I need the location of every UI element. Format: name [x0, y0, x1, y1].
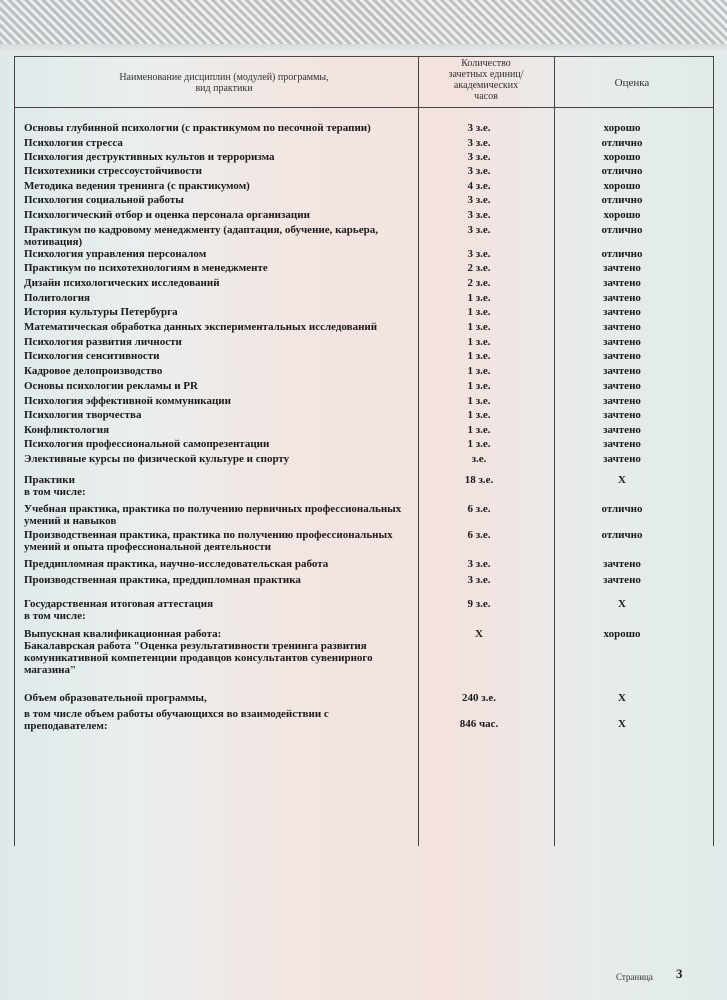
- table-row: [24, 262, 702, 274]
- discipline-name: Конфликтология: [24, 424, 110, 436]
- grade: зачтено: [603, 438, 641, 450]
- table-row: [24, 692, 702, 704]
- grade: хорошо: [603, 180, 641, 192]
- discipline-name: Практикум по кадровому менеджменту (адаптация, обучение, карьера, мотивация): [24, 224, 378, 248]
- page-number: 3: [676, 966, 683, 981]
- grade: отлично: [601, 248, 643, 260]
- credit-units: 846 час.: [459, 718, 499, 730]
- table-row: [24, 708, 702, 732]
- discipline-name: Основы психологии рекламы и PR: [24, 380, 198, 392]
- table-row: [24, 209, 702, 221]
- grade: X: [618, 718, 626, 730]
- table-row: [24, 194, 702, 206]
- discipline-name: Практикум по психотехнологиям в менеджменте: [24, 262, 268, 274]
- discipline-name: Математическая обработка данных экспериментальных исследований: [24, 321, 378, 333]
- security-pattern-edge: [0, 44, 727, 54]
- discipline-name: Выпускная квалификационная работа: Бакалаврская работа "Оценка результативности тренинга развития комуникативной компетенции продавцов консультантов сувенирного магазина": [24, 628, 373, 676]
- credit-units: 18 з.е.: [464, 474, 494, 486]
- table-row: [24, 438, 702, 450]
- discipline-name: Производственная практика, преддипломная практика: [24, 574, 301, 586]
- table-row: [24, 350, 702, 362]
- credit-units: 3 з.е.: [467, 151, 491, 163]
- credit-units: 3 з.е.: [467, 137, 491, 149]
- grade: зачтено: [603, 292, 641, 304]
- table-row: [24, 365, 702, 377]
- grade: отлично: [601, 529, 643, 541]
- credit-units: 2 з.е.: [467, 262, 491, 274]
- discipline-name: Основы глубинной психологии (с практикумом по песочной терапии): [24, 122, 371, 134]
- page-label: Страница: [616, 972, 653, 982]
- discipline-name: Психология управления персоналом: [24, 248, 207, 260]
- grade: зачтено: [603, 277, 641, 289]
- grade: хорошо: [603, 151, 641, 163]
- discipline-name: Психология деструктивных культов и терроризма: [24, 151, 275, 163]
- credit-units: 6 з.е.: [467, 503, 491, 515]
- discipline-name: Практики в том числе:: [24, 474, 86, 498]
- discipline-name: Психология развития личности: [24, 336, 182, 348]
- table-row: [24, 137, 702, 149]
- table-row: [24, 453, 702, 465]
- credit-units: 6 з.е.: [467, 529, 491, 541]
- grade: зачтено: [603, 365, 641, 377]
- table-row: [24, 628, 702, 678]
- discipline-name: Методика ведения тренинга (с практикумом): [24, 180, 250, 192]
- discipline-name: Учебная практика, практика по получению первичных профессиональных умений и навыков: [24, 503, 402, 527]
- discipline-name: Политология: [24, 292, 90, 304]
- grade: зачтено: [603, 395, 641, 407]
- table-row: [24, 424, 702, 436]
- units-header-line2: зачетных единиц/: [448, 69, 524, 80]
- grade: зачтено: [603, 574, 641, 586]
- credit-units: 1 з.е.: [467, 306, 491, 318]
- grade: зачтено: [603, 380, 641, 392]
- grade: отлично: [601, 194, 643, 206]
- table-row: [24, 122, 702, 134]
- grade: зачтено: [603, 558, 641, 570]
- table-row: [24, 224, 702, 248]
- discipline-name: Производственная практика, практика по получению профессиональных умений и опыта профессиональной деятельности: [24, 529, 393, 553]
- credit-units: 1 з.е.: [467, 409, 491, 421]
- credit-units: 4 з.е.: [467, 180, 491, 192]
- grade: зачтено: [603, 350, 641, 362]
- credit-units: 1 з.е.: [467, 424, 491, 436]
- discipline-name: Психология профессиональной самопрезентации: [24, 438, 270, 450]
- units-column-header: [426, 58, 546, 102]
- grade: зачтено: [603, 262, 641, 274]
- discipline-name: Кадровое делопроизводство: [24, 365, 163, 377]
- table-row: [24, 321, 702, 333]
- table-row: [24, 529, 702, 553]
- credit-units: 9 з.е.: [467, 598, 491, 610]
- credit-units: 1 з.е.: [467, 350, 491, 362]
- discipline-name: Объем образовательной программы,: [24, 692, 207, 704]
- units-header-line1: Количество: [461, 58, 511, 69]
- credit-units: 1 з.е.: [467, 336, 491, 348]
- discipline-name: Элективные курсы по физической культуре и спорту: [24, 453, 290, 465]
- credit-units: 1 з.е.: [467, 395, 491, 407]
- credit-units: 3 з.е.: [467, 194, 491, 206]
- grade: хорошо: [603, 628, 641, 640]
- credit-units: 3 з.е.: [467, 248, 491, 260]
- credit-units: 1 з.е.: [467, 292, 491, 304]
- table-row: [24, 151, 702, 163]
- credit-units: 1 з.е.: [467, 380, 491, 392]
- grade: отлично: [601, 165, 643, 177]
- grade: X: [618, 598, 626, 610]
- credit-units: 2 з.е.: [467, 277, 491, 289]
- credit-units: 240 з.е.: [461, 692, 497, 704]
- discipline-name: Психология эффективной коммуникации: [24, 395, 231, 407]
- table-row: [24, 165, 702, 177]
- discipline-name: Психология стресса: [24, 137, 123, 149]
- table-row: [24, 180, 702, 192]
- table-row: [24, 395, 702, 407]
- grade: X: [618, 692, 626, 704]
- security-pattern-band: [0, 0, 727, 44]
- credit-units: 3 з.е.: [467, 224, 491, 236]
- grade: зачтено: [603, 321, 641, 333]
- grade: хорошо: [603, 209, 641, 221]
- discipline-name: Государственная итоговая аттестация в том числе:: [24, 598, 214, 622]
- discipline-name: Преддипломная практика, научно-исследовательская работа: [24, 558, 329, 570]
- grade: зачтено: [603, 409, 641, 421]
- grade: отлично: [601, 137, 643, 149]
- units-header-line4: часов: [474, 91, 498, 102]
- discipline-column-header: [54, 72, 394, 94]
- grade: X: [618, 474, 626, 486]
- credit-units: з.е.: [471, 453, 487, 465]
- discipline-name: Психология сенситивности: [24, 350, 160, 362]
- credit-units: 1 з.е.: [467, 321, 491, 333]
- discipline-name: Психотехники стрессоустойчивости: [24, 165, 202, 177]
- discipline-name: История культуры Петербурга: [24, 306, 178, 318]
- discipline-name: Психология творчества: [24, 409, 142, 421]
- table-row: [24, 558, 702, 570]
- credit-units: 3 з.е.: [467, 574, 491, 586]
- table-row: [24, 380, 702, 392]
- table-row: [24, 598, 702, 622]
- discipline-name: в том числе объем работы обучающихся во взаимодействии с преподавателем:: [24, 708, 329, 732]
- grade-column-header: Оценка: [614, 77, 650, 89]
- table-row: [24, 248, 702, 260]
- grade: зачтено: [603, 336, 641, 348]
- grade: зачтено: [603, 306, 641, 318]
- discipline-header-line2: вид практики: [195, 83, 253, 94]
- credit-units: 1 з.е.: [467, 365, 491, 377]
- discipline-name: Дизайн психологических исследований: [24, 277, 220, 289]
- table-row: [24, 503, 702, 527]
- table-row: [24, 336, 702, 348]
- credit-units: 3 з.е.: [467, 122, 491, 134]
- grade: зачтено: [603, 424, 641, 436]
- credit-units: 1 з.е.: [467, 438, 491, 450]
- grade: отлично: [601, 503, 643, 515]
- units-header-line3: академических: [453, 80, 519, 91]
- table-row: [24, 409, 702, 421]
- credit-units: 3 з.е.: [467, 558, 491, 570]
- credit-units: X: [475, 628, 483, 640]
- table-row: [24, 277, 702, 289]
- table-row: [24, 292, 702, 304]
- discipline-name: Психологический отбор и оценка персонала организации: [24, 209, 310, 221]
- grade: зачтено: [603, 453, 641, 465]
- discipline-header-line1: Наименование дисциплин (модулей) программы,: [119, 72, 329, 83]
- table-row: [24, 574, 702, 586]
- grade: хорошо: [603, 122, 641, 134]
- credit-units: 3 з.е.: [467, 165, 491, 177]
- table-row: [24, 474, 702, 498]
- discipline-name: Психология социальной работы: [24, 194, 184, 206]
- credit-units: 3 з.е.: [467, 209, 491, 221]
- grade: отлично: [601, 224, 643, 236]
- table-row: [24, 306, 702, 318]
